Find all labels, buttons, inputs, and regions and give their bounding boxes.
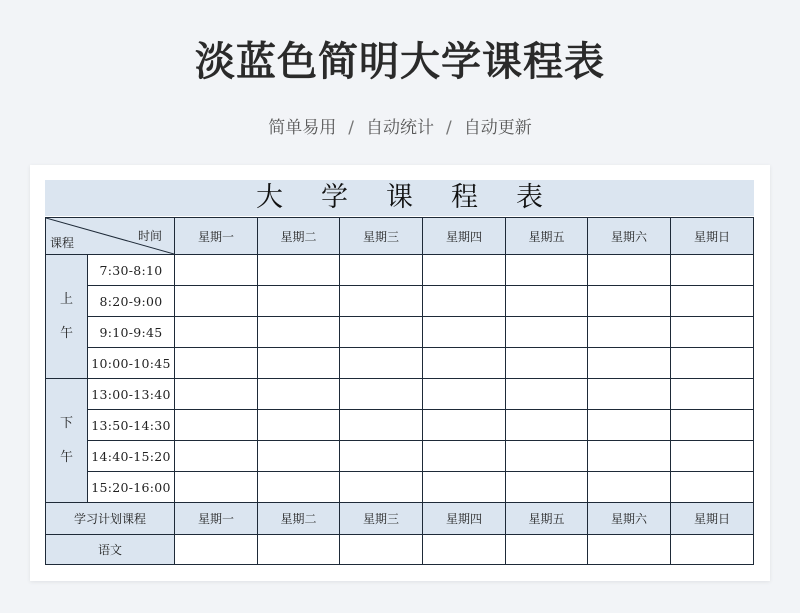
plan-day-sat: 星期六 bbox=[588, 503, 671, 535]
schedule-cell[interactable] bbox=[258, 348, 340, 379]
schedule-cell[interactable] bbox=[588, 410, 671, 441]
schedule-cell[interactable] bbox=[671, 410, 754, 441]
schedule-cell[interactable] bbox=[506, 441, 588, 472]
time-slot: 8:20-9:00 bbox=[88, 286, 175, 317]
schedule-cell[interactable] bbox=[506, 317, 588, 348]
schedule-cell[interactable] bbox=[506, 348, 588, 379]
afternoon-label-char: 午 bbox=[59, 449, 73, 465]
plan-row bbox=[46, 535, 754, 565]
schedule-cell[interactable] bbox=[175, 255, 258, 286]
schedule-cell[interactable] bbox=[175, 286, 258, 317]
plan-cell[interactable] bbox=[506, 535, 588, 565]
schedule-cell[interactable] bbox=[175, 317, 258, 348]
plan-header-row bbox=[46, 503, 754, 535]
table-row bbox=[46, 379, 754, 410]
schedule-cell[interactable] bbox=[340, 441, 423, 472]
schedule-cell[interactable] bbox=[175, 441, 258, 472]
schedule-cell[interactable] bbox=[175, 472, 258, 503]
schedule-cell[interactable] bbox=[423, 441, 506, 472]
subtitle-separator: / bbox=[446, 118, 452, 138]
schedule-cell[interactable] bbox=[506, 255, 588, 286]
schedule-cell[interactable] bbox=[671, 348, 754, 379]
schedule-cell[interactable] bbox=[258, 472, 340, 503]
morning-label bbox=[46, 255, 88, 379]
plan-header-label: 学习计划课程 bbox=[46, 503, 175, 535]
schedule-cell[interactable] bbox=[671, 255, 754, 286]
table-row bbox=[46, 472, 754, 503]
schedule-cell[interactable] bbox=[175, 379, 258, 410]
schedule-cell[interactable] bbox=[671, 317, 754, 348]
table-row bbox=[46, 410, 754, 441]
table-row bbox=[46, 286, 754, 317]
subtitle bbox=[0, 113, 800, 138]
schedule-table bbox=[45, 217, 754, 565]
plan-cell[interactable] bbox=[423, 535, 506, 565]
day-header-mon: 星期一 bbox=[175, 218, 258, 255]
morning-label-char: 上 bbox=[59, 291, 73, 307]
schedule-cell[interactable] bbox=[423, 348, 506, 379]
schedule-cell[interactable] bbox=[588, 286, 671, 317]
schedule-cell[interactable] bbox=[340, 286, 423, 317]
plan-day-wed: 星期三 bbox=[340, 503, 423, 535]
day-header-row bbox=[46, 218, 754, 255]
schedule-cell[interactable] bbox=[258, 410, 340, 441]
schedule-cell[interactable] bbox=[588, 317, 671, 348]
subtitle-item-auto-stats: 自动统计 bbox=[366, 118, 434, 138]
schedule-cell[interactable] bbox=[340, 472, 423, 503]
schedule-cell[interactable] bbox=[175, 410, 258, 441]
schedule-cell[interactable] bbox=[671, 472, 754, 503]
plan-course-label: 语文 bbox=[46, 535, 175, 565]
schedule-cell[interactable] bbox=[506, 472, 588, 503]
schedule-cell[interactable] bbox=[423, 286, 506, 317]
schedule-cell[interactable] bbox=[258, 317, 340, 348]
schedule-cell[interactable] bbox=[340, 348, 423, 379]
corner-time-label: 时间 bbox=[137, 229, 162, 243]
day-header-fri: 星期五 bbox=[506, 218, 588, 255]
schedule-cell[interactable] bbox=[506, 410, 588, 441]
plan-day-sun: 星期日 bbox=[671, 503, 754, 535]
schedule-cell[interactable] bbox=[258, 286, 340, 317]
schedule-cell[interactable] bbox=[423, 379, 506, 410]
afternoon-label bbox=[46, 379, 88, 503]
schedule-cell[interactable] bbox=[423, 317, 506, 348]
time-slot: 15:20-16:00 bbox=[88, 472, 175, 503]
corner-course-label: 课程 bbox=[50, 236, 75, 250]
schedule-cell[interactable] bbox=[340, 317, 423, 348]
sheet-title: 大学课程表 bbox=[45, 180, 754, 216]
table-row bbox=[46, 441, 754, 472]
plan-day-thu: 星期四 bbox=[423, 503, 506, 535]
time-slot: 10:00-10:45 bbox=[88, 348, 175, 379]
schedule-cell[interactable] bbox=[671, 379, 754, 410]
schedule-cell[interactable] bbox=[258, 379, 340, 410]
schedule-cell[interactable] bbox=[588, 255, 671, 286]
day-header-tue: 星期二 bbox=[258, 218, 340, 255]
plan-cell[interactable] bbox=[588, 535, 671, 565]
table-row bbox=[46, 348, 754, 379]
plan-cell[interactable] bbox=[258, 535, 340, 565]
schedule-cell[interactable] bbox=[588, 379, 671, 410]
day-header-sun: 星期日 bbox=[671, 218, 754, 255]
schedule-cell[interactable] bbox=[671, 286, 754, 317]
schedule-cell[interactable] bbox=[423, 410, 506, 441]
table-row bbox=[46, 255, 754, 286]
schedule-cell[interactable] bbox=[588, 441, 671, 472]
time-slot: 9:10-9:45 bbox=[88, 317, 175, 348]
time-slot: 7:30-8:10 bbox=[88, 255, 175, 286]
plan-day-mon: 星期一 bbox=[175, 503, 258, 535]
subtitle-separator: / bbox=[348, 118, 354, 138]
schedule-cell[interactable] bbox=[506, 286, 588, 317]
plan-day-tue: 星期二 bbox=[258, 503, 340, 535]
schedule-cell[interactable] bbox=[258, 441, 340, 472]
schedule-cell[interactable] bbox=[423, 255, 506, 286]
time-slot: 13:50-14:30 bbox=[88, 410, 175, 441]
schedule-cell[interactable] bbox=[671, 441, 754, 472]
schedule-cell[interactable] bbox=[423, 472, 506, 503]
day-header-wed: 星期三 bbox=[340, 218, 423, 255]
plan-cell[interactable] bbox=[340, 535, 423, 565]
plan-cell[interactable] bbox=[175, 535, 258, 565]
page-title: 淡蓝色简明大学课程表 bbox=[195, 39, 605, 85]
morning-label-char: 午 bbox=[59, 325, 73, 341]
schedule-cell[interactable] bbox=[258, 255, 340, 286]
schedule-cell[interactable] bbox=[340, 410, 423, 441]
time-slot: 14:40-15:20 bbox=[88, 441, 175, 472]
schedule-cell[interactable] bbox=[340, 379, 423, 410]
corner-header-cell bbox=[46, 218, 175, 255]
day-header-thu: 星期四 bbox=[423, 218, 506, 255]
time-slot: 13:00-13:40 bbox=[88, 379, 175, 410]
schedule-cell[interactable] bbox=[588, 348, 671, 379]
schedule-cell[interactable] bbox=[588, 472, 671, 503]
day-header-sat: 星期六 bbox=[588, 218, 671, 255]
table-row bbox=[46, 317, 754, 348]
afternoon-label-char: 下 bbox=[59, 415, 73, 431]
subtitle-item-auto-update: 自动更新 bbox=[463, 118, 532, 138]
schedule-cell[interactable] bbox=[506, 379, 588, 410]
plan-cell[interactable] bbox=[671, 535, 754, 565]
schedule-cell[interactable] bbox=[340, 255, 423, 286]
schedule-cell[interactable] bbox=[175, 348, 258, 379]
subtitle-item-simple: 简单易用 bbox=[268, 118, 337, 138]
plan-day-fri: 星期五 bbox=[506, 503, 588, 535]
